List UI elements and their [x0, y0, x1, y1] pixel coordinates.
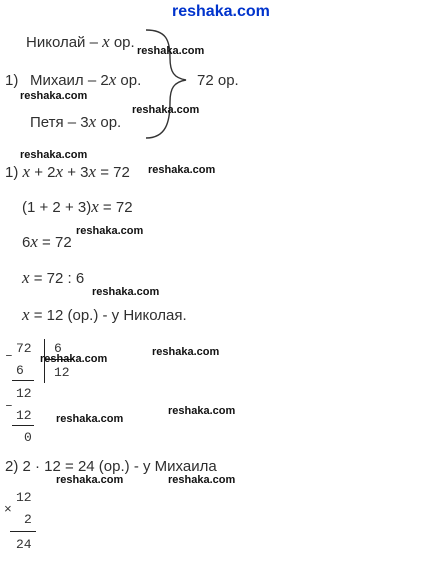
- watermark-12: reshaka.com: [56, 474, 124, 486]
- division-subtrahend-2: 12: [16, 408, 32, 423]
- total-label: 72 ор.: [197, 72, 239, 89]
- equation-2: [22, 197, 133, 217]
- watermark-6: reshaka.com: [76, 225, 144, 237]
- multiplication-line: [10, 531, 36, 532]
- eq4-rest: = 72 : 6: [29, 270, 85, 287]
- division-minus-1: –: [5, 348, 13, 363]
- division-remainder-1: 12: [16, 386, 32, 401]
- eq1-var-2: x: [55, 162, 64, 181]
- eq2-var: x: [91, 197, 99, 216]
- eq1-part-1: + 2: [30, 164, 56, 181]
- nikolai-unit: ор.: [109, 34, 135, 51]
- watermark-7: reshaka.com: [92, 286, 160, 298]
- nikolai-var: x: [102, 32, 110, 51]
- multiplication-result: 24: [16, 537, 32, 552]
- watermark-4: reshaka.com: [20, 149, 88, 161]
- division-dividend: 72: [16, 341, 32, 356]
- eq1-var-1: x: [22, 162, 31, 181]
- multiplication-top: 12: [16, 490, 32, 505]
- watermark-13: reshaka.com: [168, 474, 236, 486]
- petya-var: x: [88, 112, 97, 131]
- watermark-5: reshaka.com: [148, 164, 216, 176]
- eq1-var-3: x: [88, 162, 97, 181]
- watermark-1: reshaka.com: [137, 45, 205, 57]
- eq1-rest: = 72: [96, 164, 130, 181]
- division-quotient: 12: [54, 365, 70, 380]
- equation-1: [5, 162, 130, 182]
- equation-4: [22, 268, 84, 288]
- mikhail-label: Михаил – 2: [30, 72, 109, 89]
- watermark-3: reshaka.com: [132, 104, 200, 116]
- eq3-rest: = 72: [37, 234, 72, 251]
- mikhail-var: x: [108, 70, 117, 89]
- watermark-11: reshaka.com: [56, 413, 124, 425]
- eq2-coef: (1 + 2 + 3): [22, 199, 92, 216]
- eq5-rest: = 12 (ор.) - у Николая.: [29, 307, 187, 324]
- site-watermark: reshaka.com: [172, 3, 270, 20]
- watermark-9: reshaka.com: [152, 346, 220, 358]
- multiplication-sign: ×: [4, 502, 12, 517]
- nikolai-label: Николай –: [26, 34, 103, 51]
- division-line-2: [12, 425, 34, 426]
- petya-label: Петя – 3: [30, 114, 89, 131]
- watermark-2: reshaka.com: [20, 90, 88, 102]
- division-minus-2: –: [5, 398, 13, 413]
- eq4-var: x: [22, 268, 30, 287]
- watermark-8: reshaka.com: [40, 353, 108, 365]
- eq3-var: x: [30, 232, 38, 251]
- eq1-prefix: 1): [5, 164, 23, 181]
- division-line-1: [12, 380, 34, 381]
- eq1-part-2: + 3: [63, 164, 89, 181]
- step-1-label: 1): [5, 72, 19, 89]
- step-2: 2) 2 · 12 = 24 (ор.) - у Михаила: [5, 458, 217, 475]
- petya-unit: ор.: [96, 114, 122, 131]
- mikhail-unit: ор.: [116, 72, 142, 89]
- watermark-10: reshaka.com: [168, 405, 236, 417]
- multiplication-bottom: 2: [24, 512, 32, 527]
- eq5-var: x: [22, 305, 30, 324]
- division-subtrahend-1: 6: [16, 363, 24, 378]
- eq3-coef: 6: [22, 234, 31, 251]
- division-remainder: 0: [24, 430, 32, 445]
- division-divisor: 6: [54, 341, 62, 356]
- eq2-rest: = 72: [98, 199, 133, 216]
- equation-5: [22, 305, 187, 325]
- equation-3: [22, 232, 72, 252]
